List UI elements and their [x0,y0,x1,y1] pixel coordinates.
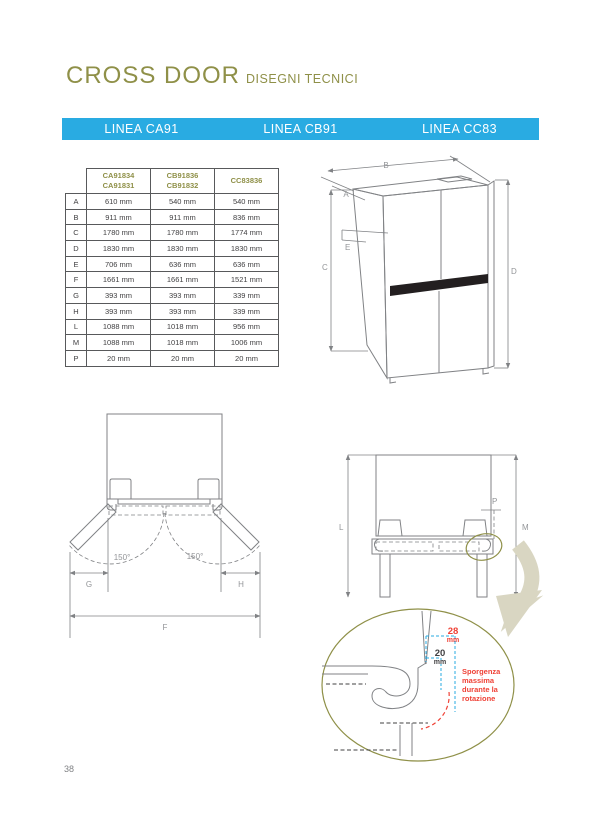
table-row [66,288,279,304]
dimensions-table-head [66,169,279,194]
row-key: P [66,350,87,366]
angle-label-right: 150° [186,552,204,561]
table-header-row [66,169,279,194]
row-value: 393 mm [151,288,215,304]
row-value: 1780 mm [87,225,151,241]
header-col-cc83 [215,169,279,194]
table-row [66,241,279,257]
dim-label-f: F [162,623,168,632]
row-value: 339 mm [215,288,279,304]
iso-dimension-lines [321,156,508,368]
row-key: E [66,256,87,272]
hinge-detail-drawing [310,600,532,768]
row-value: 911 mm [87,209,151,225]
dim-20-unit: mm [433,659,447,666]
table-row [66,303,279,319]
row-value: 1088 mm [87,319,151,335]
row-key: G [66,288,87,304]
row-value: 393 mm [151,303,215,319]
table-row [66,335,279,351]
dim-label-e: E [345,243,351,252]
dim-28-value: 28 [447,626,459,637]
note-line: massima [462,676,495,685]
dim-label-g: G [85,580,93,589]
table-row [66,194,279,210]
row-key: H [66,303,87,319]
row-key: L [66,319,87,335]
table-row [66,272,279,288]
table-row [66,225,279,241]
row-value: 911 mm [151,209,215,225]
model-code: CA91831 [102,181,135,190]
note-line: durante la [462,685,498,694]
note-line: Sporgenza [462,667,501,676]
row-key: B [66,209,87,225]
note-line: rotazione [462,694,496,703]
linea-cb91-label: LINEA CB91 [263,122,338,136]
row-value: 610 mm [87,194,151,210]
row-value: 1780 mm [151,225,215,241]
row-key: M [66,335,87,351]
row-value: 20 mm [151,350,215,366]
row-value: 20 mm [87,350,151,366]
dim-20-value: 20 [434,648,446,659]
dimensions-table-body [66,194,279,367]
dim-label-h: H [238,580,244,589]
model-code: CC83836 [230,176,263,186]
dimensions-table [65,168,279,367]
dim-label-l: L [339,523,344,532]
linea-cc83-label: LINEA CC83 [422,122,497,136]
table-row [66,209,279,225]
row-value: 540 mm [151,194,215,210]
row-value: 1661 mm [87,272,151,288]
open-view-dashed [376,510,494,551]
row-value: 1830 mm [215,241,279,257]
row-value: 1006 mm [215,335,279,351]
row-value: 540 mm [215,194,279,210]
linea-header-bar [62,118,539,140]
title-text: CROSS DOOR [66,62,241,89]
row-value: 1018 mm [151,335,215,351]
model-code: CA91834 [102,171,135,181]
dim-28-unit: mm [446,637,460,644]
isometric-fridge-drawing [320,155,545,390]
row-value: 636 mm [215,256,279,272]
row-value: 1774 mm [215,225,279,241]
row-value: 1830 mm [151,241,215,257]
fridge-top-outline [70,414,259,550]
row-key: A [66,194,87,210]
table-row [66,350,279,366]
row-key: F [66,272,87,288]
dim-label-b: B [383,161,389,170]
dim-label-a: A [343,190,349,199]
table-row [66,319,279,335]
top-view-150-drawing [60,400,310,660]
model-code: CB91832 [166,181,199,190]
protrusion-note [462,667,501,703]
angle-label-left: 150° [113,553,131,562]
header-blank-cell [66,169,87,194]
dim-label-d: D [511,267,517,276]
row-value: 636 mm [151,256,215,272]
subtitle-text: DISEGNI TECNICI [246,72,359,86]
page-title [66,62,358,90]
row-value: 1018 mm [151,319,215,335]
dim-label-m: M [522,523,529,532]
header-col-cb91 [151,169,215,194]
row-key: D [66,241,87,257]
row-value: 20 mm [215,350,279,366]
header-col-ca91 [87,169,151,194]
row-value: 1088 mm [87,335,151,351]
page-number: 38 [64,764,75,774]
dim-label-p: P [492,497,498,506]
row-value: 1830 mm [87,241,151,257]
row-value: 1661 mm [151,272,215,288]
linea-ca91-label: LINEA CA91 [104,122,179,136]
top-view-dimension-lines [70,518,260,638]
row-value: 393 mm [87,288,151,304]
row-key: C [66,225,87,241]
table-row [66,256,279,272]
row-value: 393 mm [87,303,151,319]
model-code: CB91836 [166,171,199,181]
row-value: 1521 mm [215,272,279,288]
dim-label-c: C [322,263,328,272]
row-value: 339 mm [215,303,279,319]
row-value: 836 mm [215,209,279,225]
row-value: 706 mm [87,256,151,272]
fridge-open-outline [372,455,493,597]
row-value: 956 mm [215,319,279,335]
